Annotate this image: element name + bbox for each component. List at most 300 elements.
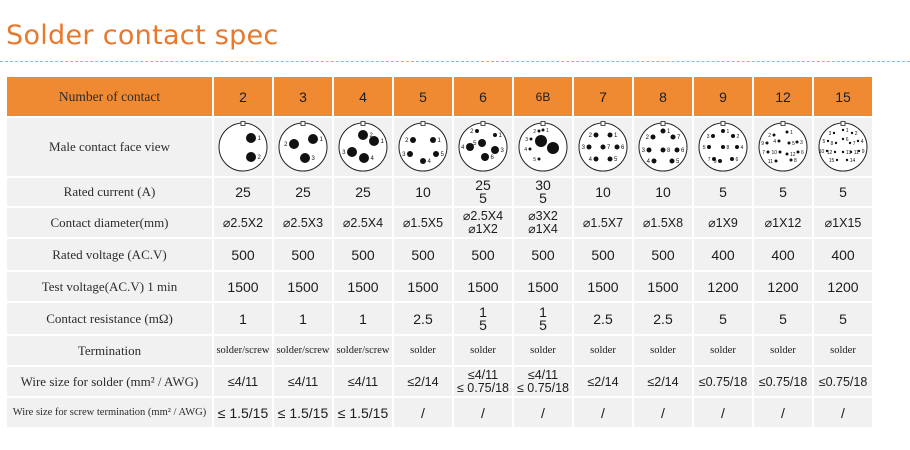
termination-row (7, 336, 872, 365)
spec-cell: ≤0.75/18 (694, 367, 752, 396)
pin-number: 4 (461, 145, 465, 152)
pin-number: 2 (257, 155, 261, 162)
contact-pin (530, 138, 533, 141)
pin-number: 3 (828, 131, 832, 138)
spec-cell: 25 (214, 178, 272, 206)
contact-pin (833, 132, 835, 134)
key-notch (661, 122, 665, 126)
contact-pin (433, 151, 439, 157)
contact-pin (675, 148, 680, 153)
male-contact-face-5 (397, 121, 449, 173)
contact-pin (661, 148, 666, 153)
contact-pin (246, 152, 256, 162)
spec-cell: solder/screw (214, 336, 272, 365)
pin-number: 1 (614, 133, 618, 140)
pin-number: 5 (440, 152, 444, 159)
pin-number: 3 (402, 152, 406, 159)
spec-cell-line: ≤4/11 (467, 367, 499, 382)
pin-number: 3 (800, 140, 803, 147)
spec-cell (454, 367, 512, 396)
rated-voltage-row (7, 239, 872, 270)
pin-number: 7 (707, 157, 711, 164)
contact-face-diagram (634, 118, 692, 176)
contact-pin (711, 134, 715, 138)
spec-cell: ⌀2.5X2 (214, 208, 272, 237)
contact-pin (651, 135, 656, 140)
spec-cell: / (394, 398, 452, 427)
pin-number: 14 (849, 158, 856, 165)
pin-number: 5 (533, 157, 536, 164)
spec-cell: 5 (694, 178, 752, 206)
spec-cell: 500 (334, 239, 392, 270)
contact-pin (594, 157, 599, 162)
spec-cell: 5 (754, 178, 812, 206)
contact-pin (491, 146, 499, 154)
spec-cell: 500 (214, 239, 272, 270)
spec-cell-line: ⌀3X2 (528, 208, 558, 223)
row-label: Contact diameter(mm) (7, 208, 212, 237)
contact-pin (358, 130, 368, 140)
pin-number: 5 (473, 141, 477, 148)
spec-cell: ≤2/14 (574, 367, 632, 396)
spec-cell (454, 303, 512, 334)
contact-pin (535, 135, 547, 147)
spec-cell: ≤ 1.5/15 (334, 398, 392, 427)
spec-cell: ≤4/11 (334, 367, 392, 396)
contact-pin (718, 159, 722, 163)
spec-cell: 400 (814, 239, 872, 270)
pin-number: 4 (370, 156, 374, 163)
spec-cell-line: 1 (479, 303, 487, 320)
wire-solder-row (7, 367, 872, 396)
spec-cell: ≤4/11 (274, 367, 332, 396)
spec-cell: 1500 (334, 272, 392, 301)
male-contact-face-3 (277, 121, 329, 173)
contact-face-diagram (754, 118, 812, 176)
contact-pin (735, 145, 739, 149)
spec-cell: 25 (334, 178, 392, 206)
spec-cell: 1200 (814, 272, 872, 301)
spec-cell: 400 (754, 239, 812, 270)
pin-number: 6 (621, 145, 625, 152)
spec-cell: 1 (274, 303, 332, 334)
contact-pin (538, 130, 541, 133)
spec-cell: 500 (514, 239, 572, 270)
contact-pin (790, 159, 793, 162)
spec-cell-line: ≤4/11 (527, 367, 559, 382)
spec-cell: ≤2/14 (394, 367, 452, 396)
pin-number: 10 (771, 150, 777, 157)
spec-cell: / (514, 398, 572, 427)
spec-cell: 1500 (634, 272, 692, 301)
contact-pin (542, 129, 545, 132)
spec-cell: / (574, 398, 632, 427)
key-notch (361, 122, 365, 126)
pin-number: 7 (852, 141, 856, 148)
spec-cell: 1 (214, 303, 272, 334)
contact-pin (842, 138, 844, 140)
pin-number: 15 (828, 158, 835, 165)
pin-number: 3 (311, 156, 315, 163)
spec-cell: ≤0.75/18 (754, 367, 812, 396)
contact-pin (788, 142, 791, 145)
pin-number: 2 (284, 142, 288, 149)
key-notch (301, 122, 305, 126)
pin-number: 3 (500, 148, 504, 155)
contact-face-diagram (574, 118, 632, 176)
spec-cell-line: 5 (539, 316, 547, 333)
pin-number: 8 (794, 158, 797, 165)
pin-number: 5 (702, 145, 706, 152)
pin-number: 9 (861, 149, 865, 156)
spec-cell: ≤0.75/18 (814, 367, 872, 396)
pin-number: 5 (792, 141, 795, 148)
spec-cell: / (634, 398, 692, 427)
contact-pin (529, 148, 532, 151)
contact-pin (836, 159, 838, 161)
contact-pin (475, 129, 479, 133)
contact-pin (547, 142, 559, 154)
spec-cell-line: 5 (539, 190, 547, 206)
pin-number: 4 (588, 157, 592, 164)
contact-pin (430, 137, 436, 143)
pin-number: 9 (713, 159, 717, 166)
row-label: Rated voltage (AC.V) (7, 239, 212, 270)
contact-pin (775, 160, 778, 163)
row-label: Male contact face view (7, 118, 212, 176)
pin-number: 9 (761, 141, 764, 148)
key-notch (841, 122, 845, 126)
contact-pin (601, 145, 606, 150)
contact-pin (608, 157, 613, 162)
spec-cell: 1200 (754, 272, 812, 301)
contact-pin (359, 153, 369, 163)
contact-face-diagram (334, 118, 392, 176)
spec-cell: 25 (274, 178, 332, 206)
pin-number: 1 (498, 133, 502, 140)
key-notch (421, 122, 425, 126)
spec-cell: solder (634, 336, 692, 365)
contact-pin (730, 157, 734, 161)
spec-cell: / (814, 398, 872, 427)
spec-cell: 1200 (694, 272, 752, 301)
key-notch (781, 122, 785, 126)
connector-shell (759, 123, 807, 171)
spec-cell: 500 (454, 239, 512, 270)
spec-cell: 1500 (574, 272, 632, 301)
male-contact-face-9 (697, 121, 749, 173)
contact-pin (766, 142, 769, 145)
contact-pin (857, 140, 859, 142)
spec-cell: solder (394, 336, 452, 365)
spec-cell: ⌀1X9 (694, 208, 752, 237)
contact-face-diagram (454, 118, 512, 176)
spec-cell: 5 (754, 303, 812, 334)
pin-number: 4 (740, 145, 744, 152)
contact-pin (587, 145, 592, 150)
contact-pin (538, 158, 541, 161)
contact-count-header: 6 (454, 77, 512, 116)
spec-cell: / (694, 398, 752, 427)
contact-pin (721, 129, 725, 133)
contact-pin (347, 147, 357, 157)
male-contact-face-4 (337, 121, 389, 173)
contact-count-header: 5 (394, 77, 452, 116)
spec-cell: solder/screw (274, 336, 332, 365)
spec-cell: 10 (394, 178, 452, 206)
contact-face-diagram (814, 118, 872, 176)
pin-number: 6 (845, 137, 849, 144)
pin-number: 1 (845, 128, 849, 135)
row-label: Contact resistance (mΩ) (7, 303, 212, 334)
pin-number: 4 (860, 139, 864, 146)
pin-number: 2 (369, 133, 373, 140)
male-contact-face-6B (517, 121, 569, 173)
spec-cell-line: 5 (479, 316, 487, 333)
pin-number: 2 (533, 129, 536, 136)
row-label: Test voltage(AC.V) 1 min (7, 272, 212, 301)
spec-cell: solder/screw (334, 336, 392, 365)
contact-pin (671, 135, 676, 140)
pin-number: 5 (676, 159, 680, 166)
pin-number: 3 (641, 148, 645, 155)
spec-cell: ⌀1.5X8 (634, 208, 692, 237)
spec-cell: 500 (634, 239, 692, 270)
contact-face-diagram (514, 118, 572, 176)
contact-pin (835, 142, 837, 144)
contact-pin (707, 145, 711, 149)
pin-number: 8 (667, 148, 671, 155)
spec-cell: solder (694, 336, 752, 365)
pin-number: 1 (437, 138, 441, 145)
spec-cell (514, 303, 572, 334)
pin-number: 12 (826, 150, 833, 157)
spec-cell-line: ⌀2.5X4 (462, 208, 504, 223)
pin-number: 1 (726, 129, 730, 136)
spec-cell: 1500 (514, 272, 572, 301)
pin-number: 2 (405, 138, 409, 145)
contact-pin (797, 151, 800, 154)
contact-count-header: 15 (814, 77, 872, 116)
spec-cell: ⌀2.5X4 (334, 208, 392, 237)
spec-cell: solder (454, 336, 512, 365)
pin-number: 2 (645, 135, 649, 142)
contact-pin (670, 159, 675, 164)
spec-cell: 1 (334, 303, 392, 334)
spec-cell: ⌀1X15 (814, 208, 872, 237)
pin-number: 6 (801, 150, 804, 157)
contact-resistance-row (7, 303, 872, 334)
pin-number: 7 (677, 135, 681, 142)
pin-number: 7 (607, 145, 611, 152)
contact-pin (846, 159, 848, 161)
contact-pin (647, 148, 652, 153)
contact-pin (615, 145, 620, 150)
page-title: Solder contact spec (6, 20, 279, 51)
spec-cell: 2.5 (574, 303, 632, 334)
contact-count-header: 4 (334, 77, 392, 116)
contact-pin (786, 131, 789, 134)
contact-pin (851, 132, 853, 134)
contact-pin (827, 140, 829, 142)
contact-face-diagram (214, 118, 272, 176)
title-divider (0, 61, 910, 62)
spec-cell: 10 (574, 178, 632, 206)
pin-number: 11 (767, 159, 773, 166)
pin-number: 3 (581, 145, 585, 152)
row-label: Wire size for screw termination (mm² / AWG) (7, 398, 212, 427)
connector-shell (219, 123, 267, 171)
male-contact-face-6 (457, 121, 509, 173)
contact-pin (478, 139, 486, 147)
pin-number: 8 (726, 145, 730, 152)
spec-cell: ⌀1.5X5 (394, 208, 452, 237)
key-notch (541, 122, 545, 126)
contact-count-header: 7 (574, 77, 632, 116)
key-notch (601, 122, 605, 126)
spec-cell-line: 30 (535, 178, 551, 193)
contact-face-diagram (394, 118, 452, 176)
contact-count-header: 9 (694, 77, 752, 116)
spec-cell: 2.5 (394, 303, 452, 334)
contact-pin (849, 142, 851, 144)
pin-number: 4 (773, 139, 776, 146)
spec-cell: ≤4/11 (214, 367, 272, 396)
spec-cell: 1500 (214, 272, 272, 301)
spec-cell: 500 (574, 239, 632, 270)
spec-cell-line: ≤ 0.75/18 (516, 380, 570, 395)
spec-cell (514, 208, 572, 237)
contact-pin (779, 151, 782, 154)
male-contact-face-12 (757, 121, 809, 173)
pin-number: 2 (736, 134, 740, 141)
spec-cell: ⌀1X12 (754, 208, 812, 237)
spec-cell: 1500 (454, 272, 512, 301)
pin-number: 2 (470, 129, 474, 136)
spec-cell: ≤2/14 (634, 367, 692, 396)
contact-pin (834, 151, 836, 153)
pin-number: 12 (790, 152, 796, 159)
pin-number: 11 (853, 150, 859, 157)
spec-cell: ≤ 1.5/15 (214, 398, 272, 427)
pin-number: 2 (768, 133, 771, 140)
contact-pin (594, 133, 599, 138)
spec-cell: / (454, 398, 512, 427)
pin-number: 6 (735, 157, 739, 164)
key-notch (241, 122, 245, 126)
contact-pin (778, 140, 781, 143)
contact-count-header: 8 (634, 77, 692, 116)
contact-pin (420, 158, 426, 164)
contact-pin (481, 153, 489, 161)
header-label: Number of contact (7, 77, 212, 116)
row-label: Rated current (A) (7, 178, 212, 206)
contact-pin (493, 133, 497, 137)
pin-number: 3 (342, 150, 346, 157)
spec-cell: ⌀2.5X3 (274, 208, 332, 237)
pin-number: 5 (822, 139, 826, 146)
contact-pin (289, 139, 299, 149)
contact-pin (767, 151, 770, 154)
spec-cell: ≤ 1.5/15 (274, 398, 332, 427)
contact-face-diagram (274, 118, 332, 176)
wire-screw-row (7, 398, 872, 427)
contact-count-header: 3 (274, 77, 332, 116)
contact-pin (796, 141, 799, 144)
pin-number: 6 (490, 155, 494, 162)
contact-pin (786, 153, 789, 156)
pin-number: 1 (380, 139, 384, 146)
contact-pin (721, 145, 725, 149)
pin-number: 3 (706, 134, 710, 141)
pin-number: 4 (646, 159, 650, 166)
pin-number: 1 (257, 136, 261, 143)
pin-number: 2 (854, 131, 858, 138)
spec-cell-line: ≤ 0.75/18 (456, 380, 510, 395)
contact-count-header: 2 (214, 77, 272, 116)
contact-pin (300, 153, 310, 163)
pin-number: 1 (790, 130, 793, 137)
spec-cell (454, 208, 512, 237)
pin-number: 7 (762, 150, 765, 157)
contact-pin (842, 129, 844, 131)
contact-count-header: 12 (754, 77, 812, 116)
spec-cell: 1500 (274, 272, 332, 301)
male-contact-face-15 (817, 121, 869, 173)
spec-cell (514, 178, 572, 206)
spec-cell-line: 1 (539, 303, 547, 320)
key-notch (721, 122, 725, 126)
contact-pin (773, 134, 776, 137)
pin-number: 1 (319, 137, 323, 144)
spec-cell: 5 (814, 303, 872, 334)
spec-cell: solder (814, 336, 872, 365)
spec-cell: / (754, 398, 812, 427)
key-notch (481, 122, 485, 126)
contact-pin (407, 151, 413, 157)
spec-cell-line: ⌀1X4 (528, 221, 558, 236)
pin-number: 4 (524, 147, 527, 154)
contact-diameter-row (7, 208, 872, 237)
contact-pin (410, 137, 416, 143)
spec-cell-line: ⌀1X2 (468, 221, 498, 236)
pin-number: 8 (830, 141, 834, 148)
spec-cell (514, 367, 572, 396)
spec-cell: solder (754, 336, 812, 365)
pin-number: 10 (818, 149, 825, 156)
spec-cell: solder (514, 336, 572, 365)
spec-cell: 10 (634, 178, 692, 206)
spec-cell: 5 (814, 178, 872, 206)
spec-cell: 1500 (394, 272, 452, 301)
spec-cell-line: 25 (475, 178, 491, 193)
spec-table (5, 75, 874, 429)
row-label: Termination (7, 336, 212, 365)
pin-number: 1 (546, 128, 549, 135)
contact-face-diagram (694, 118, 752, 176)
contact-pin (246, 133, 256, 143)
face-view-row (7, 118, 872, 176)
spec-cell: 400 (694, 239, 752, 270)
contact-pin (308, 134, 318, 144)
spec-cell: 5 (694, 303, 752, 334)
pin-number: 6 (681, 148, 685, 155)
male-contact-face-8 (637, 121, 689, 173)
pin-number: 13 (845, 150, 852, 157)
rated-current-row (7, 178, 872, 206)
spec-cell: ⌀1.5X7 (574, 208, 632, 237)
pin-number: 2 (588, 133, 592, 140)
